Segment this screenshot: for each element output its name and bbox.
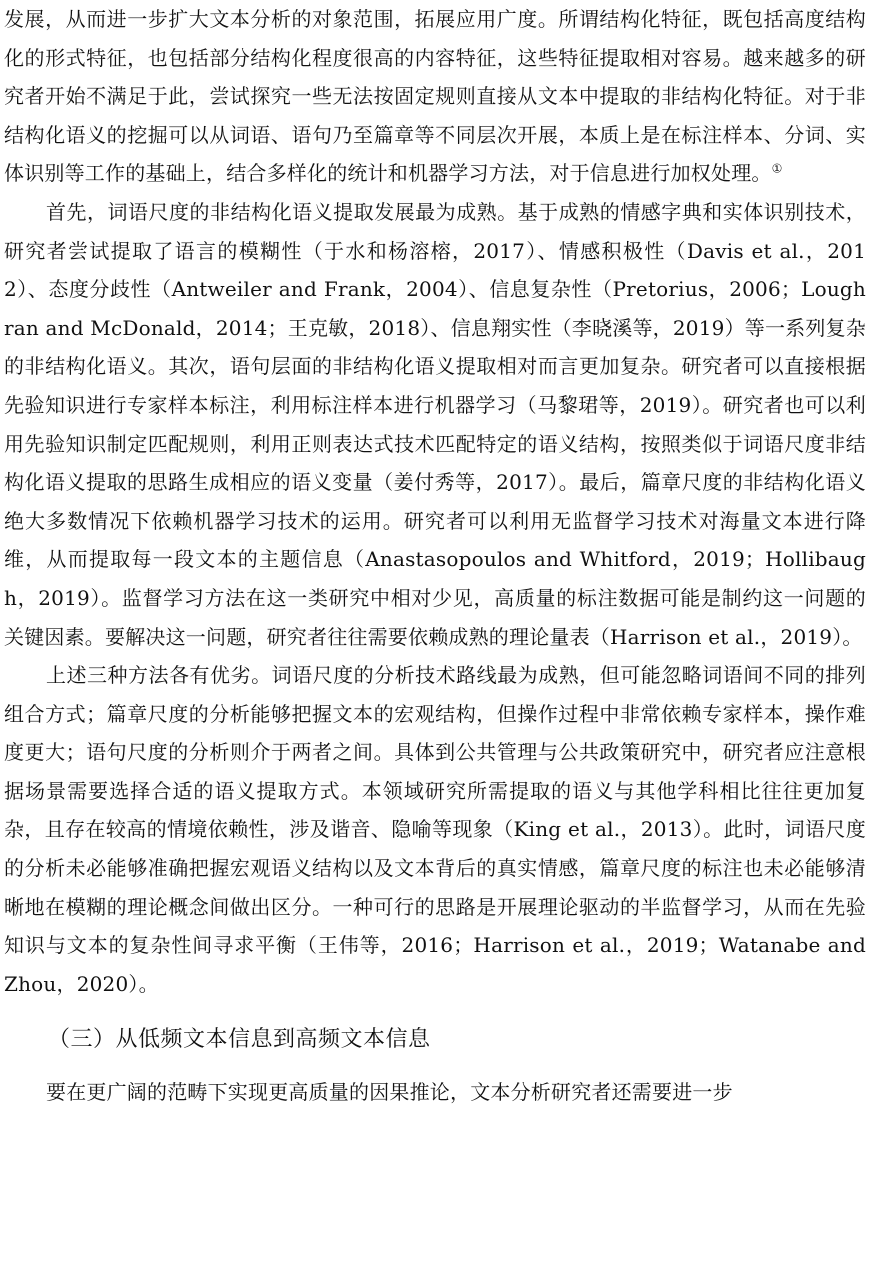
body-paragraph-continued	[4, 0, 866, 193]
section-heading: （三）从低频文本信息到高频文本信息	[48, 1027, 431, 1053]
document-page	[4, 0, 866, 1112]
body-paragraph-comparison: 上述三种方法各有优劣。词语尺度的分析技术路线最为成熟，但可能忽略词语间不同的排列组合方式；篇章尺度的分析能够把握文本的宏观结构，但操作过程中非常依赖专家样本，操作难度更大；语句尺度的分析则介于两者之间。具体到公共管理与公共政策研究中，研究者应注意根据场景需要选择合适的语义提取方式。本领域研究所需提取的语义与其他学科相比往往更加复杂，且存在较高的情境依赖性，涉及谐音、隐喻等现象（King et al.，2013）。此时，词语尺度的分析未必能够准确把握宏观语义结构以及文本背后的真实情感，篇章尺度的标注也未必能够清晰地在模糊的理论概念间做出区分。一种可行的思路是开展理论驱动的半监督学习，从而在先验知识与文本的复杂性间寻求平衡（王伟等，2016；Harrison et al.，2019；Watanabe and Zhou，2020）。	[4, 663, 866, 996]
paragraph-text: 发展，从而进一步扩大文本分析的对象范围，拓展应用广度。所谓结构化特征，既包括高度结构化的形式特征，也包括部分结构化程度很高的内容特征，这些特征提取相对容易。越来越多的研究者开始不满足于此，尝试探究一些无法按固定规则直接从文本中提取的非结构化特征。对于非结构化语义的挖掘可以从词语、语句乃至篇章等不同层次开展，本质上是在标注样本、分词、实体识别等工作的基础上，结合多样化的统计和机器学习方法，对于信息进行加权处理。	[4, 7, 866, 186]
footnote-marker[interactable]: ①	[771, 161, 783, 176]
body-paragraph-trailing: 要在更广阔的范畴下实现更高质量的因果推论，文本分析研究者还需要进一步	[46, 1080, 733, 1105]
body-paragraph-word-scale: 首先，词语尺度的非结构化语义提取发展最为成熟。基于成熟的情感字典和实体识别技术，研究者尝试提取了语言的模糊性（于水和杨溶榕，2017）、情感积极性（Davis et al.，2012）、态度分歧性（Antweiler and Frank，2004）、信息复杂性（Pretorius，2006；Loughran and McDonald，2014；王克敏，2018）、信息翔实性（李晓溪等，2019）等一系列复杂的非结构化语义。其次，语句层面的非结构化语义提取相对而言更加复杂。研究者可以直接根据先验知识进行专家样本标注，利用标注样本进行机器学习（马黎珺等，2019）。研究者也可以利用先验知识制定匹配规则，利用正则表达式技术匹配特定的语义结构，按照类似于词语尺度非结构化语义提取的思路生成相应的语义变量（姜付秀等，2017）。最后，篇章尺度的非结构化语义绝大多数情况下依赖机器学习技术的运用。研究者可以利用无监督学习技术对海量文本进行降维，从而提取每一段文本的主题信息（Anastasopoulos and Whitford，2019；Hollibaugh，2019）。监督学习方法在这一类研究中相对少见，高质量的标注数据可能是制约这一问题的关键因素。要解决这一问题，研究者往往需要依赖成熟的理论量表（Harrison et al.，2019）。	[4, 199, 866, 649]
